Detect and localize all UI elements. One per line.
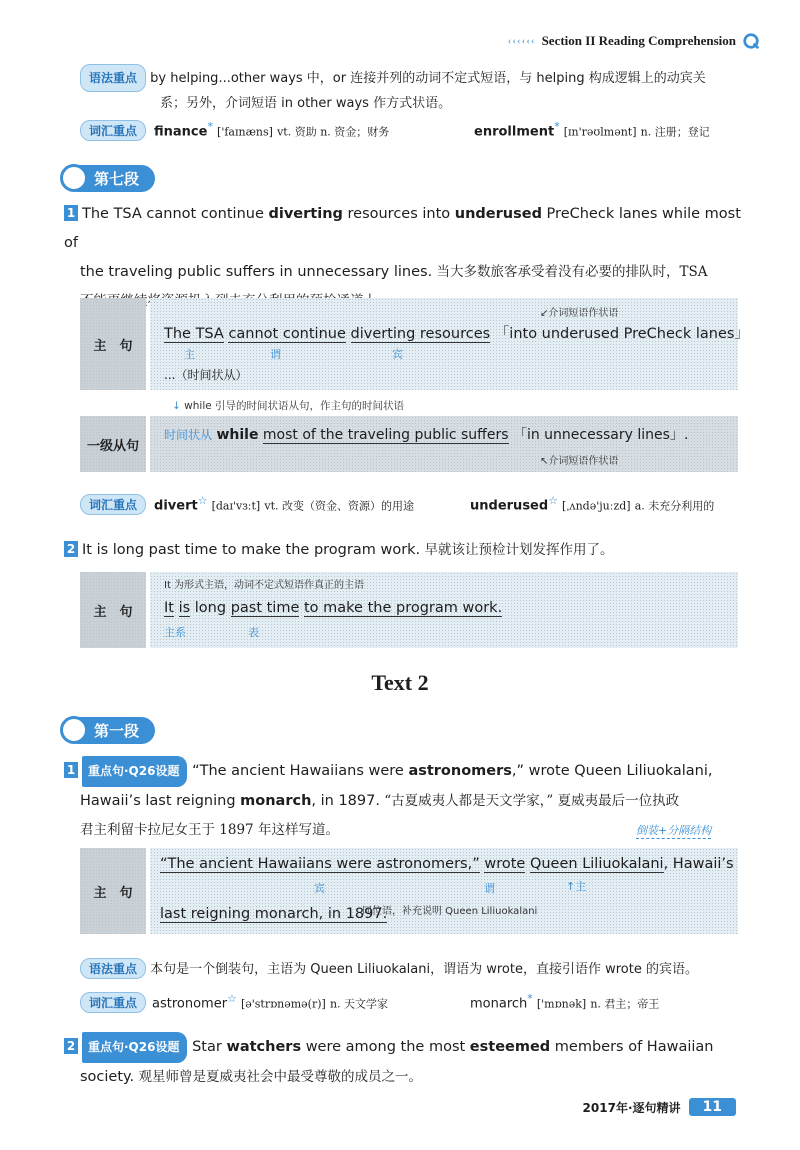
while-annotation: ↓ while 引导的时间状语从句，作主句的时间状语: [172, 400, 405, 412]
header-title: Section II Reading Comprehension: [541, 33, 736, 48]
para7-vocab-row: [80, 494, 760, 515]
text2-grammar-note: 语法重点 本句是一个倒装句，主语为 Queen Liliuokalani，谓语为 wrote，直接引语作 wrote 的宾语。: [80, 958, 760, 979]
vocab-tag: 词汇重点: [80, 494, 146, 515]
grammar-line1: by helping...other ways 中，or 连接并列的动词不定式短语，与 helping 构成逻辑上的动宾关: [150, 71, 706, 86]
vocab-tag: 词汇重点: [80, 992, 146, 1013]
box2-sentence: It is long past time to make the program work.: [164, 600, 503, 616]
key-sentence-flag: 重点句·Q26设题: [82, 756, 187, 787]
question-q-icon: [742, 32, 760, 50]
sub-clause-label: 一级从句: [80, 416, 146, 472]
page-number: 11: [689, 1098, 736, 1116]
grammar-tag: 语法重点: [80, 958, 146, 979]
header-arrows: ‹‹‹‹‹‹: [507, 35, 536, 47]
vocab-astronomer: astronomer☆ [ə'strɒnəmə(r)] n. 天文学家: [152, 992, 389, 1012]
magnifier-icon: [60, 716, 88, 744]
top-grammar-note: [80, 64, 760, 116]
vocab-tag: 词汇重点: [80, 120, 146, 141]
top-vocab-row: [80, 120, 760, 141]
para7-title: 第七段: [60, 164, 155, 192]
box2-label: 主 句: [80, 572, 146, 648]
grammar-tag: 语法重点: [80, 64, 146, 92]
sub-clause-body: [150, 416, 738, 472]
subject-arrow: ↑主: [566, 880, 587, 893]
vocab-finance: finance* ['faɪnæns] vt. 资助 n. 资金；财务: [154, 120, 390, 140]
prep-annotation-2: ↖介词短语作状语: [540, 456, 619, 467]
main-clause-sentence: The TSA cannot continue diverting resources 「into underused PreCheck lanes」: [164, 326, 749, 342]
text2-heading: Text 2: [371, 670, 429, 695]
text2-vocab-row: [80, 992, 760, 1013]
analysis-box-3: [80, 848, 740, 934]
main-clause-body: ↙介词短语作状语 The TSA cannot continue diverting resources 「into underused PreCheck lanes」 主 谓 宾 ...（时间状从）: [150, 298, 738, 390]
text2-sentence1: 1 重点句·Q26设题 “The ancient Hawaiians were astronomers,” wrote Queen Liliuokalani, Hawaii’s last reigning monarch, in 1897. “古夏威夷人都是天文学家，” 夏威夷最后一位执政 君主利留卡拉尼女王于 1897 年这样写道。: [64, 756, 744, 845]
vocab-divert: divert☆ [daɪ'vɜːt] vt. 改变（资金、资源）的用途: [154, 494, 415, 514]
key-sentence-flag: 重点句·Q26设题: [82, 1032, 187, 1063]
magnifier-icon: [60, 164, 88, 192]
text2-sentence2: 2 重点句·Q26设题 Star watchers were among the most esteemed members of Hawaiian society. 观星师曾是夏威夷社会中最受尊敬的成员之一。: [64, 1032, 744, 1092]
para7-sentence1: 1 The TSA cannot continue diverting resources into underused PreCheck lanes while most of the traveling public suffers in unnecessary lines. 当大多数旅客承受着没有必要的排队时，TSA: [64, 206, 741, 280]
box3-sentence: “The ancient Hawaiians were astronomers,” wrote Queen Liliuokalani, Hawaii’s: [160, 856, 734, 872]
para7-sentence2: 2 It is long past time to make the program work. 早就该让预检计划发挥作用了。: [64, 536, 744, 565]
page-header: [508, 32, 760, 50]
analysis-box-2: [80, 572, 740, 648]
box2-body: It 为形式主语，动词不定式短语作真正的主语 It is long past time to make the program work. 主系 表: [150, 572, 738, 648]
structure-tag: 倒装+分隔结构: [636, 824, 712, 837]
vocab-monarch: monarch* ['mɒnək] n. 君主；帝王: [470, 992, 660, 1012]
text2-para1-title: 第一段: [60, 716, 155, 744]
box3-body: “The ancient Hawaiians were astronomers,” wrote Queen Liliuokalani, Hawaii’s 宾 谓 ↑主 last reigning monarch, in 1897. 同位语，补充说明 Queen Liliuokalani: [150, 848, 738, 934]
main-clause-label: 主 句: [80, 298, 146, 390]
grammar-line2: 系；另外，介词短语 in other ways 作方式状语。: [160, 96, 452, 111]
prep-annotation: ↙介词短语作状语: [540, 308, 619, 319]
vocab-enrollment: enrollment* [ɪn'rəʊlmənt] n. 注册；登记: [474, 120, 710, 140]
sub-clause-sentence: 时间状从 while most of the traveling public suffers 「in unnecessary lines」.: [164, 427, 689, 443]
box3-line2: last reigning monarch, in 1897.: [160, 906, 388, 922]
vocab-underused: underused☆ [ˌʌndə'juːzd] a. 未充分利用的: [470, 494, 715, 514]
analysis-box-1: [80, 298, 749, 472]
box3-label: 主 句: [80, 848, 146, 934]
page-footer: 2017年·逐句精讲 11: [583, 1098, 736, 1116]
